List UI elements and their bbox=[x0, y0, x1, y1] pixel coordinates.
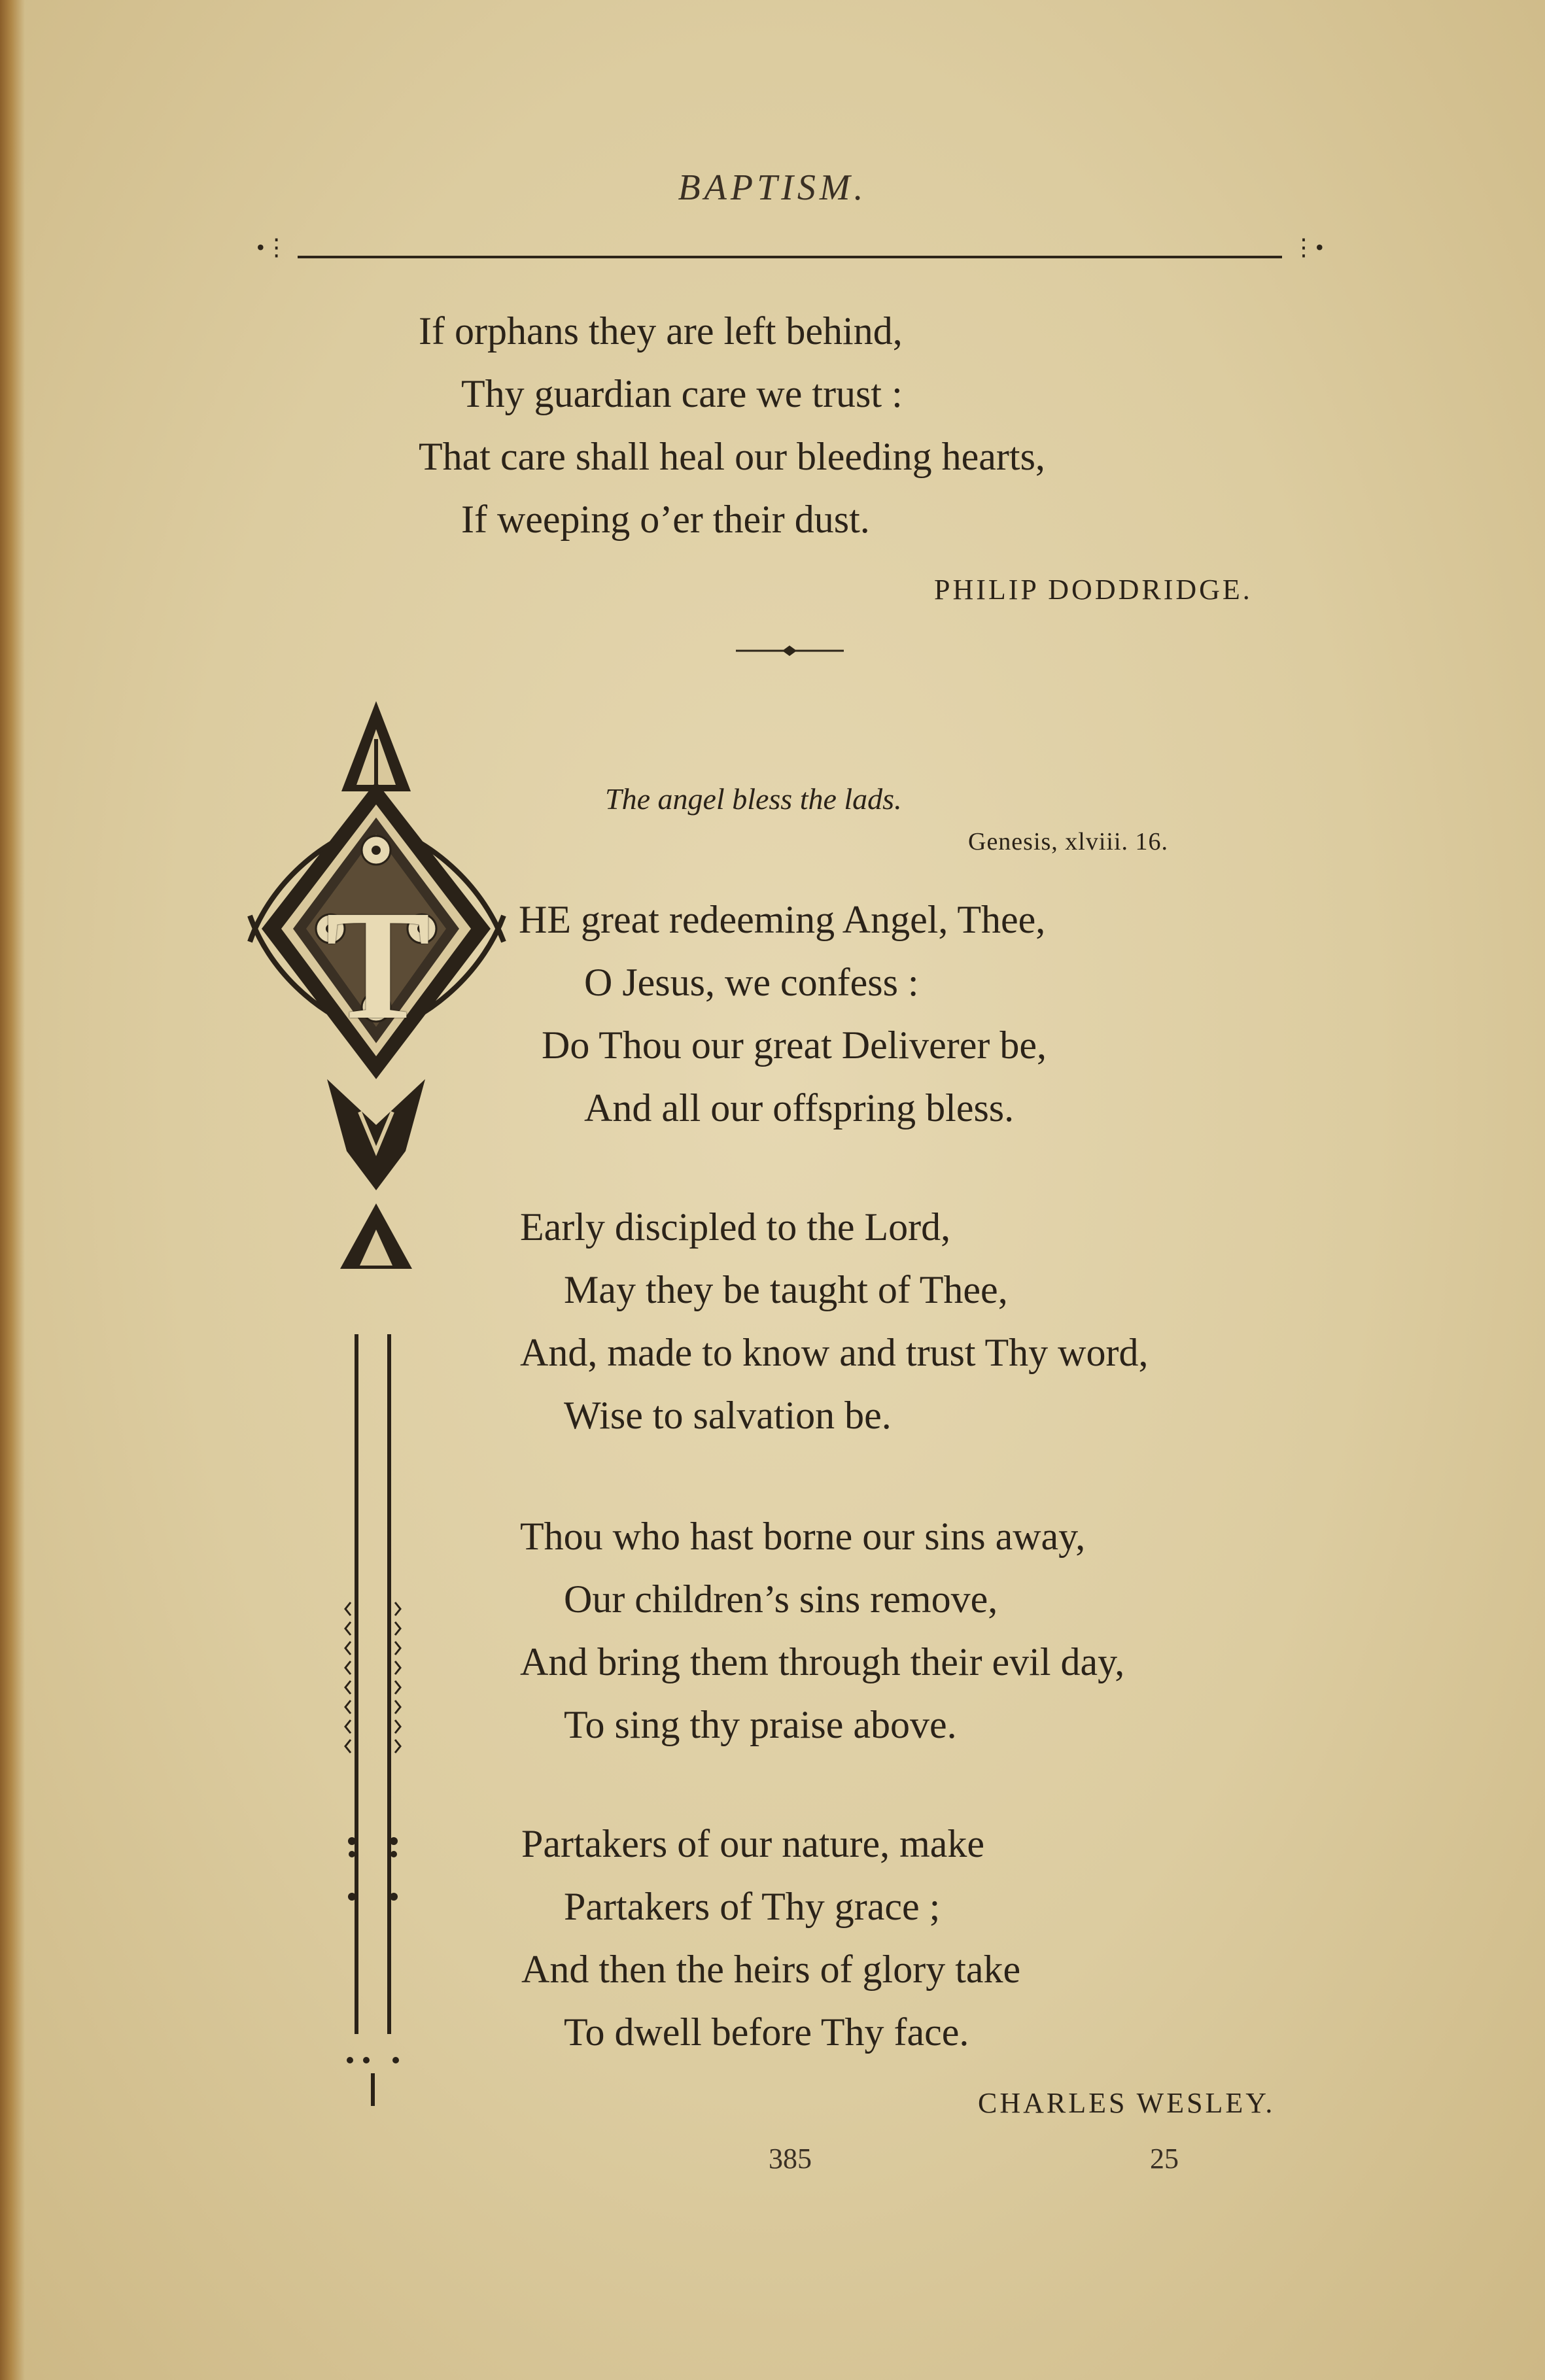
verse-line: To sing thy praise above. bbox=[564, 1703, 957, 1746]
running-head: BAPTISM. bbox=[678, 167, 867, 208]
signature-mark: 25 bbox=[1150, 2143, 1179, 2175]
verse-line: And bring them through their evil day, bbox=[520, 1640, 1125, 1683]
verse-line: HE great redeeming Angel, Thee, bbox=[519, 898, 1046, 941]
epigraph: The angel bless the lads. bbox=[605, 782, 902, 816]
scripture-reference: Genesis, xlviii. 16. bbox=[968, 828, 1169, 855]
verse-line: And all our offspring bless. bbox=[584, 1086, 1015, 1130]
verse-line: May they be taught of Thee, bbox=[564, 1268, 1008, 1311]
verse-line: Early discipled to the Lord, bbox=[520, 1205, 951, 1249]
author-attribution: PHILIP DODDRIDGE. bbox=[934, 574, 1253, 606]
verse-line: Our children’s sins remove, bbox=[564, 1578, 998, 1621]
rule-ornament-right: ⋮• bbox=[1292, 234, 1324, 260]
verse-line: If weeping o’er their dust. bbox=[461, 498, 870, 541]
drop-cap-initial: T bbox=[326, 878, 431, 1052]
verse-line: And, made to know and trust Thy word, bbox=[520, 1331, 1149, 1374]
verse-line: Do Thou our great Deliverer be, bbox=[542, 1024, 1047, 1067]
author-attribution: CHARLES WESLEY. bbox=[978, 2087, 1276, 2119]
rule-ornament-left: •⋮ bbox=[256, 234, 288, 260]
verse-line: Wise to salvation be. bbox=[564, 1394, 892, 1437]
page-edge bbox=[0, 0, 25, 2380]
verse-line: If orphans they are left behind, bbox=[419, 309, 903, 353]
verse-line: And then the heirs of glory take bbox=[521, 1948, 1021, 1991]
header-rule bbox=[298, 256, 1282, 258]
verse-line: That care shall heal our bleeding hearts, bbox=[419, 435, 1045, 478]
page-number: 385 bbox=[769, 2143, 812, 2175]
verse-line: To dwell before Thy face. bbox=[564, 2010, 969, 2054]
verse-line: O Jesus, we confess : bbox=[584, 961, 919, 1004]
verse-line: Thy guardian care we trust : bbox=[461, 372, 903, 415]
verse-line: Partakers of Thy grace ; bbox=[564, 1885, 941, 1928]
section-divider bbox=[736, 641, 844, 661]
verse-line: Partakers of our nature, make bbox=[521, 1822, 985, 1865]
verse-line: Thou who hast borne our sins away, bbox=[520, 1515, 1086, 1558]
